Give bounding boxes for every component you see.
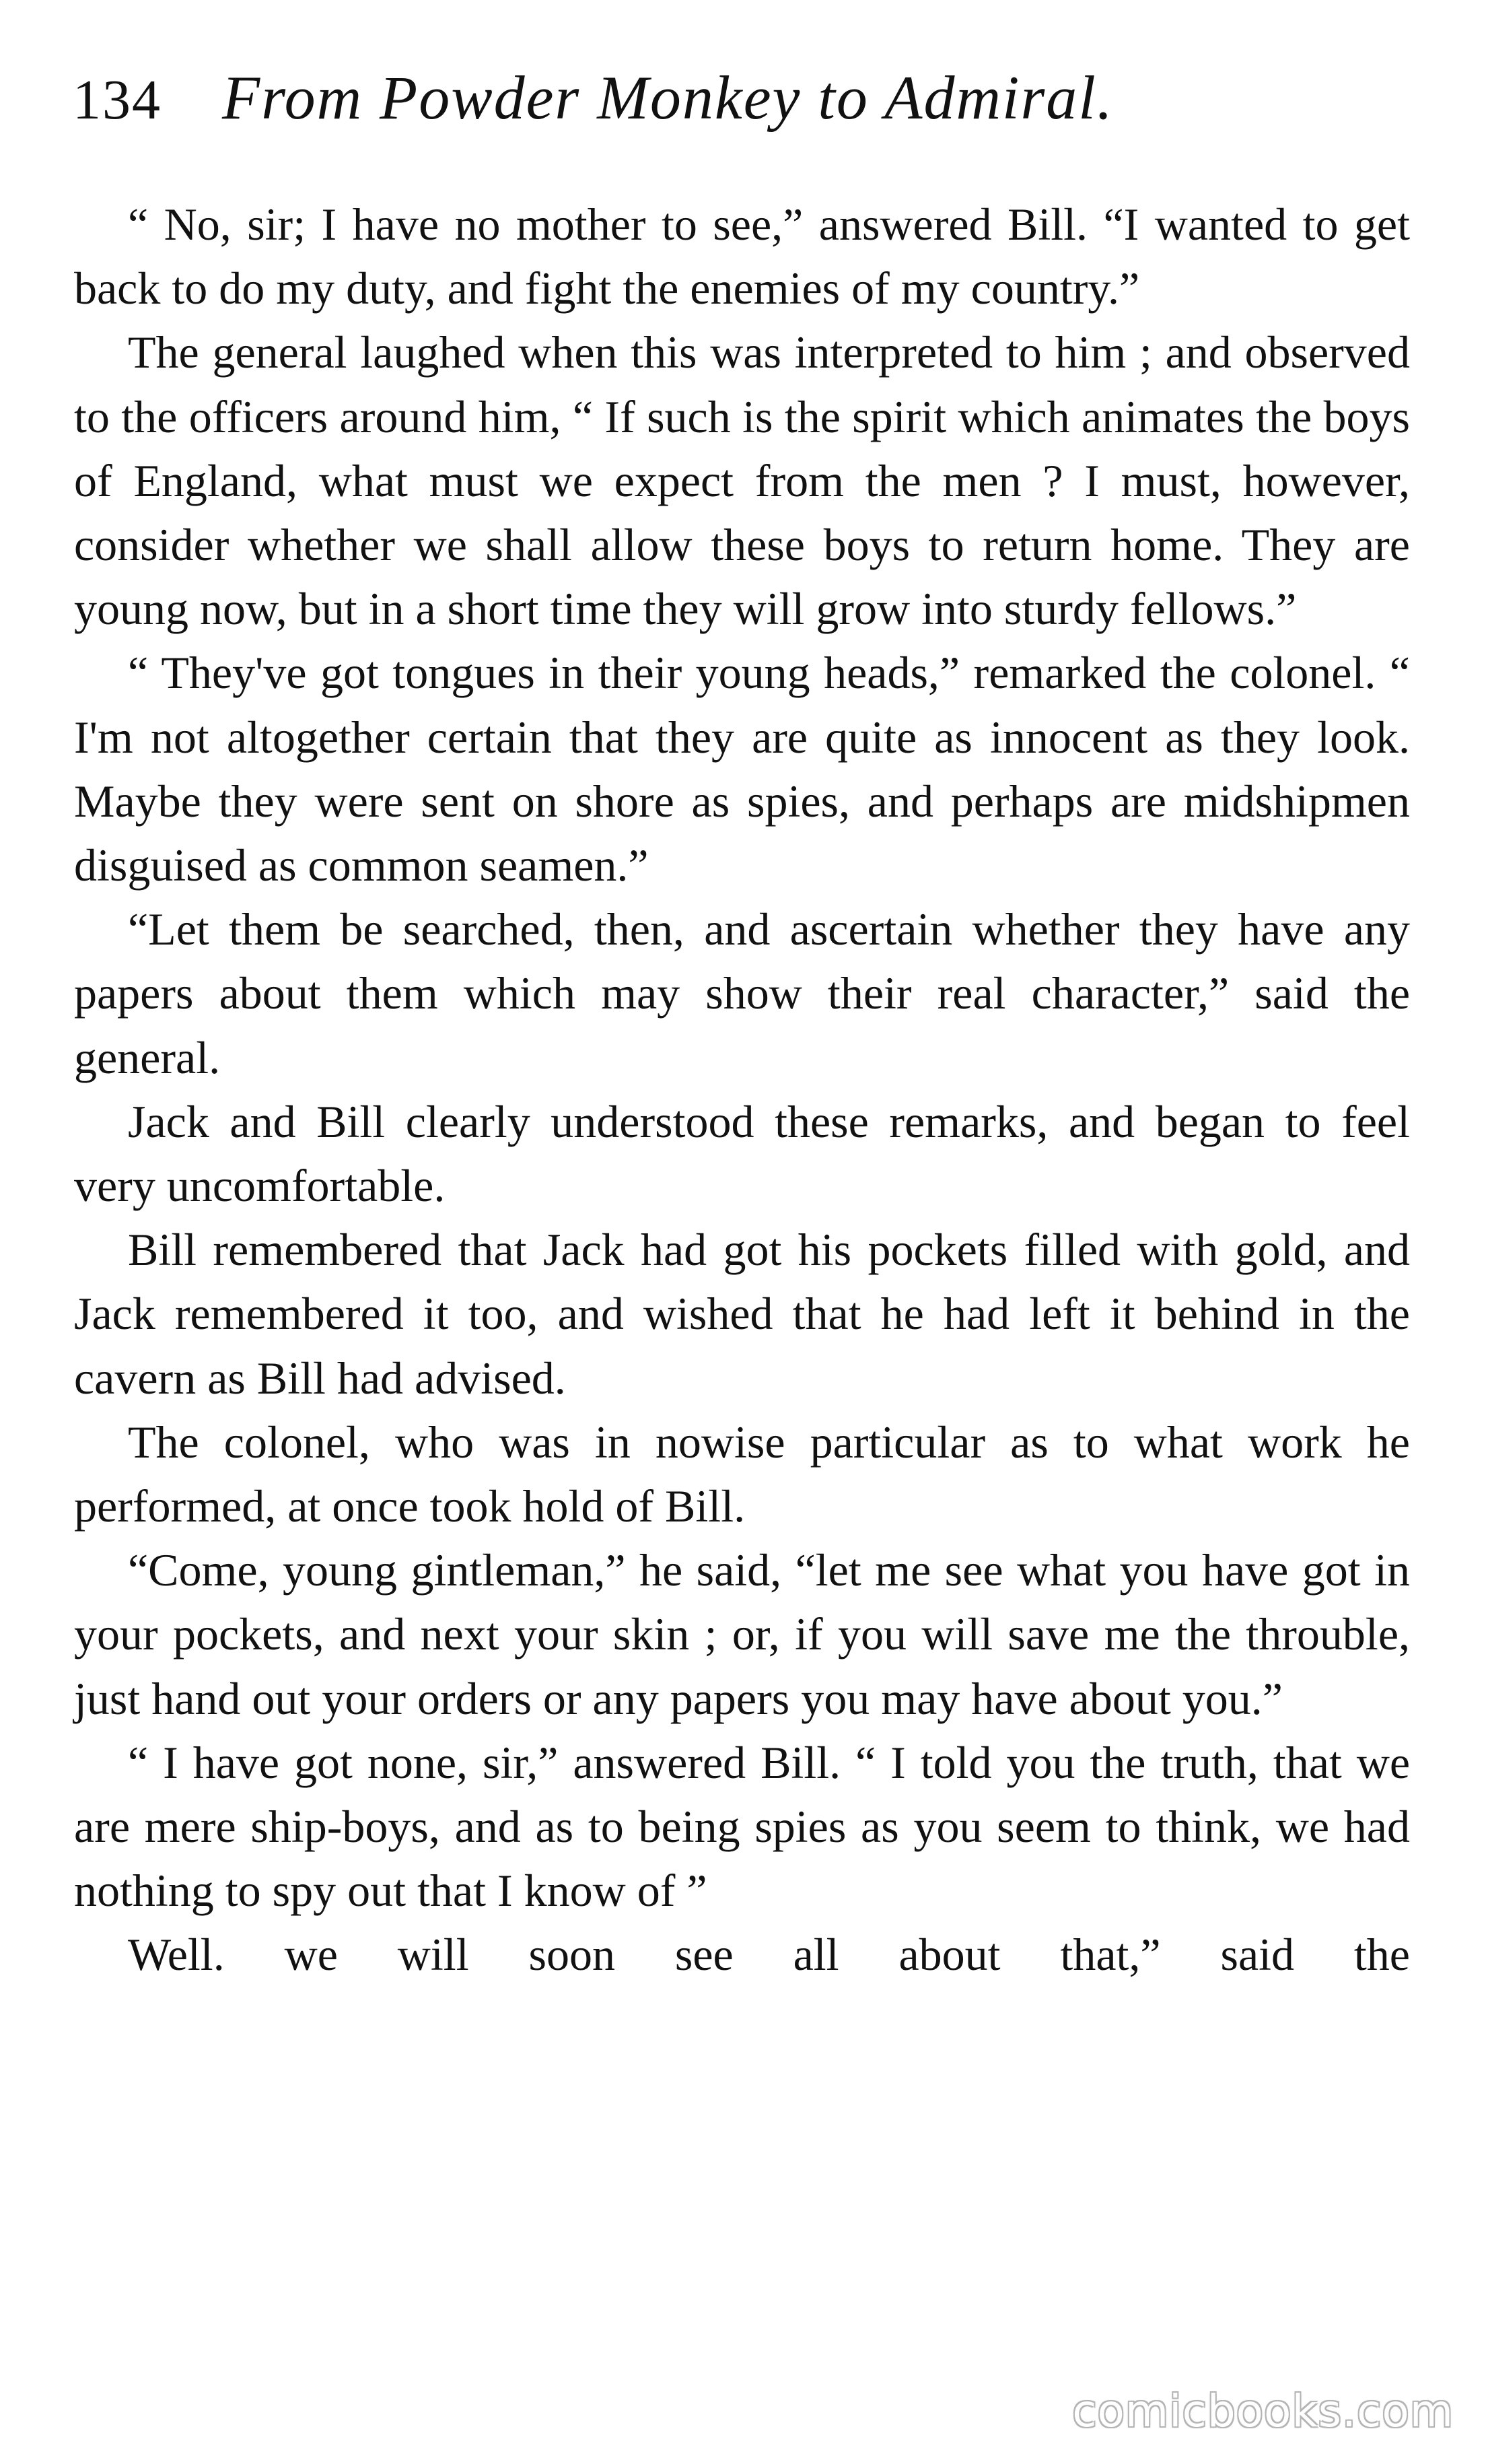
running-title: From Powder Monkey to Admiral.: [222, 63, 1114, 132]
body-text: [74, 193, 1410, 1987]
paragraph-5: Jack and Bill clearly understood these remarks, and began to feel very uncomfortable.: [74, 1095, 1410, 1212]
paragraph-2: The general laughed when this was interpreted to him ; and observed to the officers around him, “ If such is the spirit which animates the boys of England, what must we expect from the men ? I must, however, consider whether we shall allow these boys to return home. They are young now, but in a short time they will grow into sturdy fellows.”: [74, 327, 1410, 635]
paragraph-4: “Let them be searched, then, and ascertain whether they have any papers about them which may show their real character,” said the general.: [74, 903, 1410, 1083]
paragraph-1: “ No, sir; I have no mother to see,” answered Bill. “I wanted to get back to do my duty, and fight the enemies of my country.”: [74, 199, 1410, 314]
page-header: [73, 62, 1419, 149]
paragraph-6: Bill remembered that Jack had got his pockets filled with gold, and Jack remembered it too, and wished that he had left it behind in the cavern as Bill had advised.: [74, 1224, 1410, 1404]
watermark: comicbooks.com: [1072, 2385, 1454, 2437]
page-number: 134: [73, 69, 162, 131]
paragraph-9: “ I have got none, sir,” answered Bill. “ I told you the truth, that we are mere ship-boys, and as to being spies as you seem to think, we had nothing to spy out that I know of ”: [74, 1736, 1410, 1917]
paragraph-8: “Come, young gintleman,” he said, “let me see what you have got in your pockets, and next your skin ; or, if you will save me the throuble, just hand out your orders or any papers you may have about you.”: [74, 1544, 1410, 1724]
paragraph-7: The colonel, who was in nowise particular as to what work he performed, at once took hold of Bill.: [74, 1416, 1410, 1532]
paragraph-10: Well. we will soon see all about that,” said the: [128, 1929, 1410, 1981]
paragraph-3: “ They've got tongues in their young heads,” remarked the colonel. “ I'm not altogether certain that they are quite as innocent as they look. Maybe they were sent on shore as spies, and perhaps are midshipmen disguised as common seamen.”: [74, 647, 1410, 891]
